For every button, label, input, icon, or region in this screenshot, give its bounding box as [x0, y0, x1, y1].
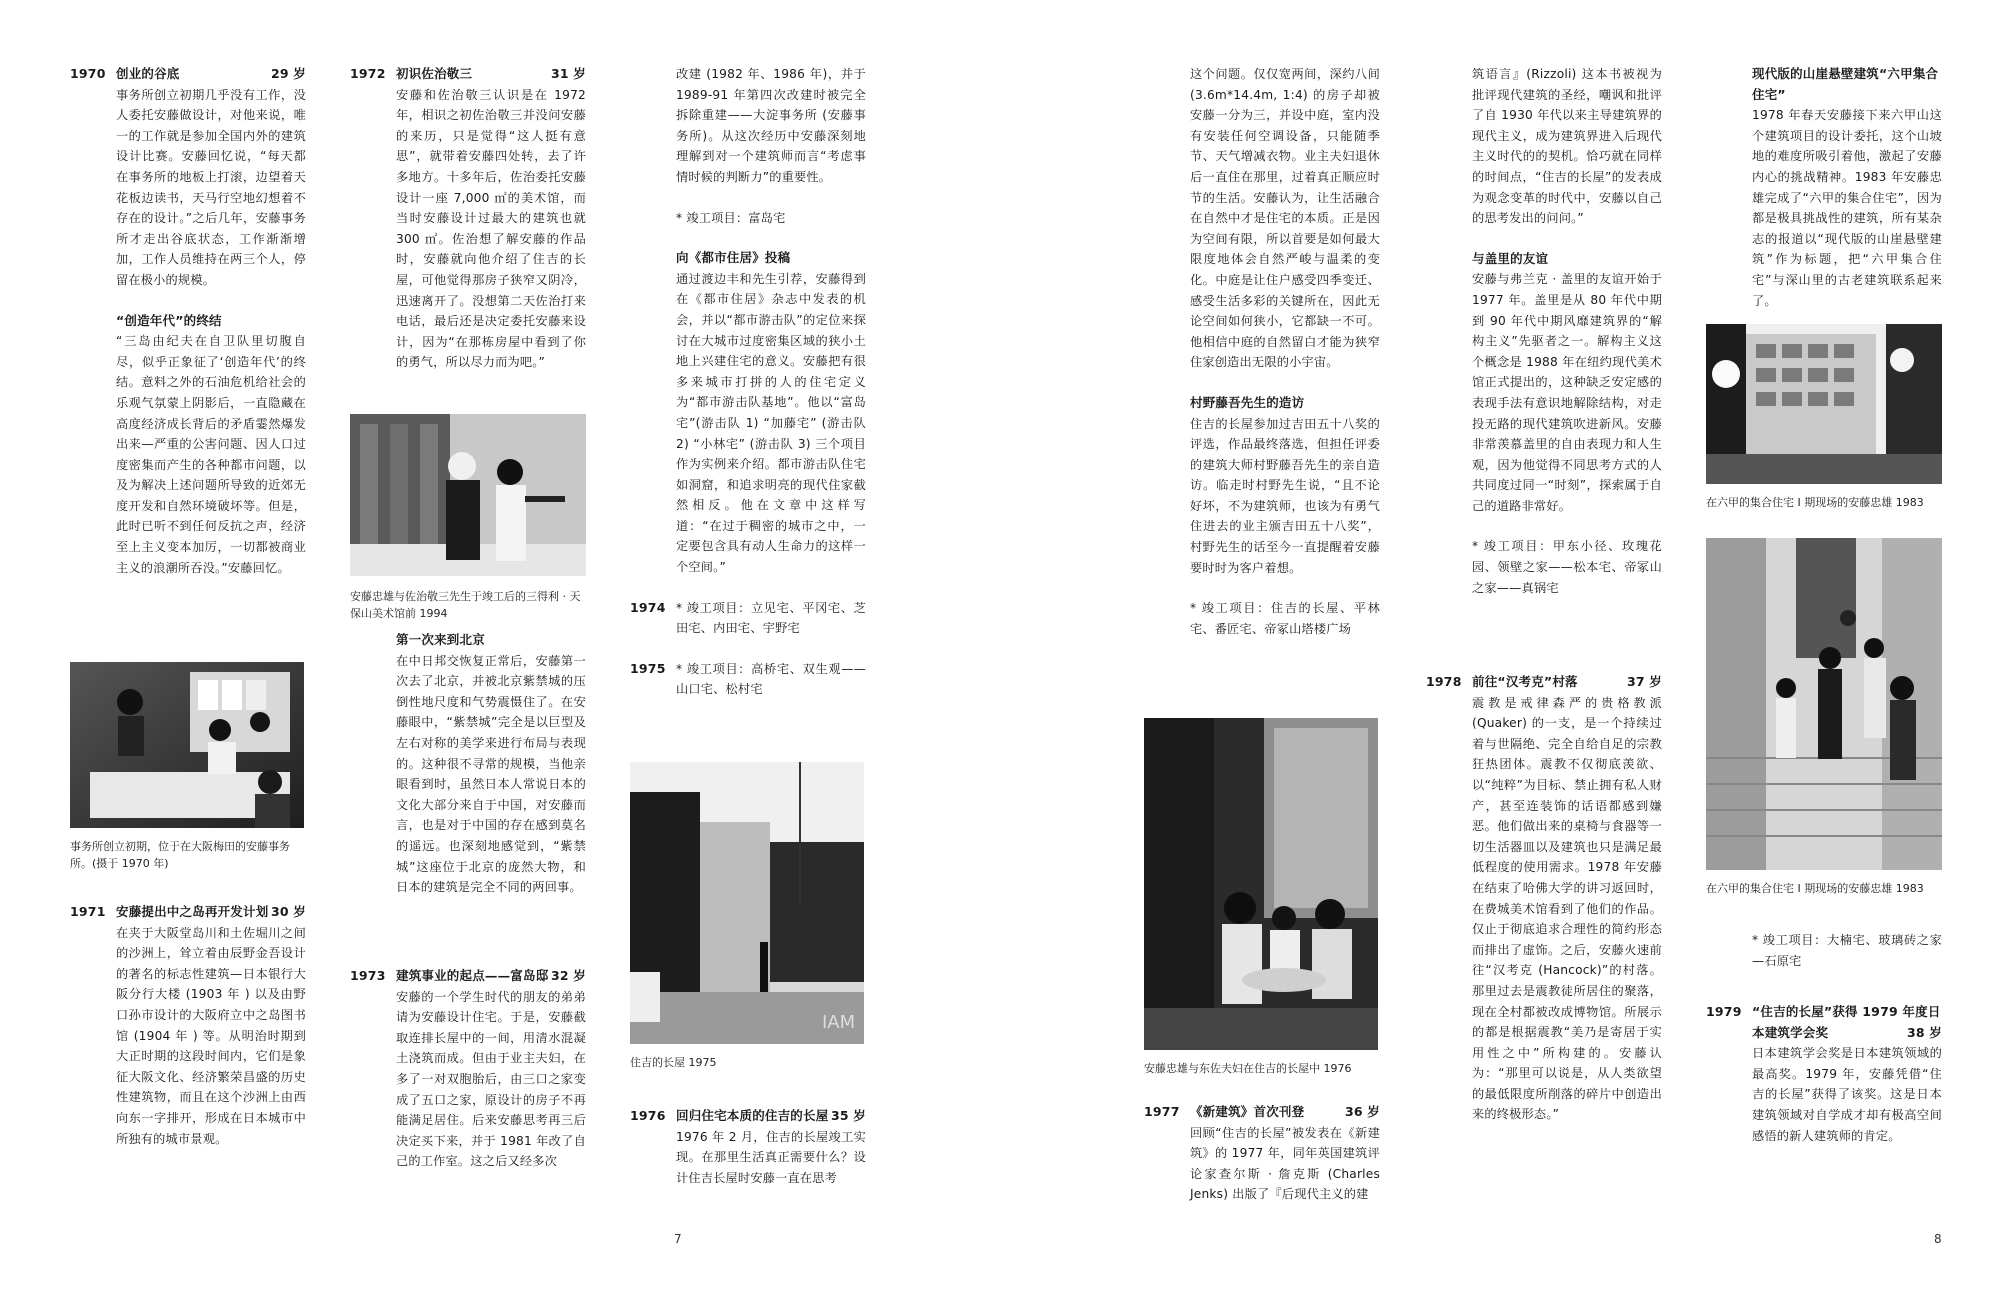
- caption-rokko-site-2: 在六甲的集合住宅 I 期现场的安藤忠雄 1983: [1706, 882, 1924, 895]
- entry-1975: [630, 659, 866, 700]
- section-body-murano: 住吉的长屋参加过吉田五十八奖的评选，作品最终落选，但担任评委的建筑大师村野藤吾先生的亲自造访。临走时村野先生说，“且不论好坏，不为建筑师，也该为有勇气住进去的业主颁吉田五十八奖”，村野先生的话至今一直提醒着安藤要时时为客户着想。: [1190, 416, 1380, 575]
- completed-projects-1977: * 竣工项目：甲东小径、玫瑰花园、领壁之家——松本宅、帝冢山之家——真锅宅: [1472, 539, 1662, 595]
- entry-title: 建筑事业的起点——富岛邸: [396, 968, 549, 983]
- completed-projects-1978: * 竣工项目：大楠宅、玻璃砖之家—石原宅: [1752, 933, 1942, 968]
- photo-ando-saji: [350, 414, 586, 576]
- entry-title: “住吉的长屋”获得 1979 年度日本建筑学会奖: [1752, 1004, 1941, 1040]
- entry-1970-header: [70, 64, 306, 85]
- entry-title: 《新建筑》首次刊登: [1190, 1104, 1305, 1119]
- p7-column-2-beijing: [396, 630, 586, 898]
- p8-column-3-1979: [1706, 1002, 1942, 1146]
- completed-projects-1974: * 竣工项目：立见宅、平冈宅、芝田宅、内田宅、宇野宅: [676, 600, 866, 636]
- year-label: 1971: [70, 904, 106, 919]
- year-label: 1972: [350, 66, 386, 81]
- photo-rokko-site-1: [1706, 324, 1942, 484]
- photo-row-house: [630, 762, 864, 1044]
- completed-projects-1975: * 竣工项目：高桥宅、双生观——山口宅、松村宅: [676, 661, 866, 697]
- entry-1970-body: 事务所创立初期几乎没有工作，没人委托安藤做设计，对他来说，唯一的工作就是参加全国内外的建筑设计比赛。安藤回忆说，“每天都在事务所的地板上打滚，边望着天花板边读书，天马行空地幻想着不存在的设计。”之后几年，安藤事务所才走出谷底状态，工作渐渐增加，工作人员维持在两三个人，停留在极小的规模。: [116, 87, 306, 287]
- entry-1977-body-continued: 筑语言』(Rizzoli) 这本书被视为批评现代建筑的圣经，嘲讽和批评了自 1930 年代以来主导建筑界的现代主义，成为建筑界进入后现代主义时代的的契机。恰巧就在同样的时间点，“住吉的长屋”的发表成为观念变革的时代中，安藤以自己的思考发出的问问。”: [1472, 67, 1662, 226]
- p8-column-2: [1472, 64, 1662, 598]
- entry-1976-header: [630, 1106, 866, 1127]
- year-label: 1973: [350, 968, 386, 983]
- entry-1977-body: 回顾“住吉的长屋”被发表在《新建筑》的 1977 年，同年英国建筑评论家查尔斯 · 詹克斯 (Charles Jenks) 出版了『后现代主义的建: [1190, 1125, 1380, 1202]
- caption-azuma-couple: 安藤忠雄与东佐夫妇在住吉的长屋中 1976: [1144, 1062, 1352, 1075]
- entry-title: 回归住宅本质的住吉的长屋: [676, 1108, 829, 1123]
- age-label: 31 岁: [550, 66, 586, 81]
- section-body-toshi-jukyo: 通过渡边丰和先生引荐，安藤得到在《都市住居》杂志中发表的机会，并以“都市游击队”的定位来探讨在大城市过度密集区域的狭小土地上兴建住宅的意义。安藤把有很多来城市打拼的人的住宅定义为“都市游击队基地”。他以“富岛宅”(游击队 1) “加藤宅” (游击队 2) “小林宅” (游击队 3) 三个项目作为实例来介绍。都市游击队住宅如洞窟，和追求明亮的现代住家截然相反。他在文章中这样写道：“在过于稠密的城市之中，一定要包含具有动人生命力的这样一个空间。”: [676, 271, 866, 575]
- entry-1976-body: 1976 年 2 月，住吉的长屋竣工实现。在那里生活真正需要什么？设计住吉长屋时安藤一直在思考: [676, 1129, 866, 1185]
- year-label: 1975: [630, 660, 666, 676]
- p8-column-1: [1190, 64, 1380, 639]
- entry-1971-header: [70, 902, 306, 923]
- section-heading-murano: 村野藤吾先生的造访: [1190, 394, 1305, 410]
- entry-1978-header: [1426, 672, 1662, 693]
- caption-early-office: 事务所创立初期，位于在大阪梅田的安藤事务所。(摄于 1970 年): [70, 840, 290, 870]
- section-heading-era-end: “创造年代”的终结: [116, 312, 222, 328]
- age-label: 37 岁: [1626, 674, 1662, 689]
- age-label: 35 岁: [830, 1108, 866, 1123]
- entry-title: 安藤提出中之岛再开发计划: [116, 904, 269, 919]
- age-label: 30 岁: [270, 904, 306, 919]
- entry-1976-body-continued: 这个问题。仅仅宽两间，深约八间 (3.6m*14.4m, 1:4) 的房子却被安藤一分为三，并设中庭，室内没有安装任何空调设备，只能随季节、天气增减衣物。业主夫妇退休后一直住在那里，过着真正顺应时节的生活。安藤认为，让生活融合在自然中才是住宅的本质。正是因为空间有限，所以首要是如何最大限度地体会自然严峻与温柔的变化。中庭是让住户感受四季变迁、感受生活多彩的关键所在，因此无论空间如何狭小，它都缺一不可。他相信中庭的自然留白才能为狭窄住家创造出无限的小宇宙。: [1190, 67, 1380, 370]
- section-heading-beijing: 第一次来到北京: [396, 632, 485, 647]
- entry-1972-header: [350, 64, 586, 85]
- year-label: 1970: [70, 66, 106, 81]
- caption-rokko-site-1: 在六甲的集合住宅 I 期现场的安藤忠雄 1983: [1706, 496, 1924, 509]
- entry-1978-body: 震教是戒律森严的贵格教派 (Quaker) 的一支，是一个持续过着与世隔绝、完全自给自足的宗教狂热团体。震教不仅彻底羡欲、以“纯粹”为目标、禁止拥有私人财产，甚至连装饰的话语都感到嫌恶。他们做出来的桌椅与食器等一切生活器皿以及建筑也只是满足最低程度的使用需求。1978 年安藤在结束了哈佛大学的讲习返回时，在费城美术馆看到了他们的作品。仅止于彻底追求合理性的简约形态而排出了虚饰。之后，安藤火速前往“汉考克 (Hancock)”的村落。那里过去是震教徒所居住的聚落，现在全村都被改成博物馆。所展示的都是根据震教“美乃是寄居于实用性之中”所构建的。安藤认为：“那里可以说是，从人类欲望的最低限度所削落的碎片中创造出来的终极形态。”: [1472, 695, 1662, 1122]
- entry-1977-header: [1144, 1102, 1380, 1123]
- page-8: [1000, 0, 2000, 1307]
- entry-1972-body: 安藤和佐治敬三认识是在 1972 年，相识之初佐治敬三并没问安藤的来历，只是觉得“这人挺有意思”，就带着安藤四处转，去了许多地方。十多年后，佐治委托安藤设计一座 7,000 ㎡的美术馆，而当时安藤设计过最大的建筑也就 300 ㎡。佐治想了解安藤的作品时，安藤就向他介绍了住吉的长屋，可他觉得那房子狭窄又阴冷，迅速离开了。没想第二天佐治打来电话，最后还是决定委托安藤来设计，因为“在那栋房屋中看到了你的勇气，所以尽力而为吧。”: [396, 87, 586, 370]
- year-label: 1976: [630, 1108, 666, 1123]
- entry-1973-body: 安藤的一个学生时代的朋友的弟弟请为安藤设计住宅。于是，安藤截取连排长屋中的一间，用清水混凝土浇筑而成。但由于业主夫妇，在多了一对双胞胎后，由三口之家变成了五口之家，原设计的房子不再能满足居住。后来安藤思考再三后决定买下来，并于 1981 年改了自己的工作室。这之后又经多次: [396, 989, 586, 1169]
- entry-1971-body: 在夹于大阪堂岛川和土佐堀川之间的沙洲上，耸立着由辰野金吾设计的著名的标志性建筑—日本银行大阪分行大楼 (1903 年 ) 以及由野口孙市设计的大阪府立中之岛图书馆 (1904 年 ) 等。从明治时期到大正时期的这段时间内，它们是象征大阪文化、经济繁荣昌盛的历史性建筑物，而且在这个沙洲上由西向东一字排开，形成在日本城市中所独有的城市景观。: [116, 925, 306, 1146]
- entry-1973-body-continued: 改建 (1982 年、1986 年)，并于 1989-91 年第四次改建时被完全拆除重建——大淀事务所 (安藤事务所)。从这次经历中安藤深刻地理解到对一个建筑师而言“考虑事情时候的判断力”的重要性。: [676, 67, 866, 184]
- section-heading-gehry: 与盖里的友谊: [1472, 250, 1549, 266]
- age-label: 36 岁: [1344, 1104, 1380, 1119]
- year-label: 1974: [630, 599, 666, 615]
- entry-1973-header: [350, 966, 586, 987]
- section-body-rokko: 1978 年春天安藤接下来六甲山这个建筑项目的设计委托，这个山坡地的难度所吸引着他，激起了安藤内心的挑战精神。1983 年安藤忠雄完成了“六甲的集合住宅”，因为都是极具挑战性的建筑，所有某杂志的报道以“现代版的山崖悬壁建筑”作为标题，把“六甲集合住宅”与深山里的古老建筑联系起来了。: [1752, 108, 1942, 308]
- p7-column-3-lower: [630, 1106, 866, 1188]
- section-heading-rokko: 现代版的山崖悬壁建筑“六甲集合住宅”: [1752, 66, 1939, 102]
- section-body-era-end: “三岛由纪夫在自卫队里切腹自尽，似乎正象征了‘创造年代’的终结。意料之外的石油危机给社会的乐观气氛蒙上阴影后，一直隐藏在高度经济成长背后的矛盾霎然爆发出来—严重的公害问题、因人口过度密集而产生的各种都市问题，以及为解决上述问题所导致的近郊无度开发和自然环境破坏等。但是，此时已听不到任何反抗之声，经济至上主义变本加厉，一切都被商业主义的浪潮所吞没。”安藤回忆。: [116, 334, 306, 575]
- section-heading-toshi-jukyo: 向《都市住居》投稿: [676, 250, 791, 266]
- page-number-left: 7: [674, 1232, 682, 1246]
- completed-projects-1973: * 竣工项目：富岛宅: [676, 210, 786, 225]
- caption-row-house: 住吉的长屋 1975: [630, 1056, 717, 1069]
- photo-rokko-site-2: [1706, 538, 1942, 870]
- entry-1974: [630, 598, 866, 639]
- entry-title: 创业的谷底: [116, 66, 180, 81]
- page-number-right: 8: [1934, 1232, 1942, 1246]
- p7-column-1: [70, 64, 306, 578]
- p8-column-3: [1752, 64, 1942, 311]
- entry-1979-body: 日本建筑学会奖是日本建筑领域的最高奖。1979 年，安藤凭借“住吉的长屋”获得了该奖。这是日本建筑领域对自学成才却有极高空间感悟的新人建筑师的肯定。: [1752, 1046, 1942, 1143]
- entry-1979-header: [1706, 1002, 1942, 1043]
- p7-column-2-lower: [350, 966, 586, 1172]
- p8-column-1-lower: [1144, 1102, 1380, 1205]
- year-label: 1979: [1706, 1004, 1742, 1019]
- p7-column-1-lower: [70, 902, 306, 1149]
- entry-title: 初识佐治敬三: [396, 66, 473, 81]
- p7-column-2: [350, 64, 586, 373]
- p8-column-2-lower: [1426, 672, 1662, 1125]
- age-label: 29 岁: [270, 66, 306, 81]
- svg-text:IAM: IAM: [822, 1012, 856, 1033]
- year-label: 1978: [1426, 674, 1462, 689]
- photo-early-office: [70, 662, 304, 828]
- age-label: 32 岁: [550, 968, 586, 983]
- age-label: 38 岁: [1906, 1024, 1942, 1040]
- caption-ando-saji: 安藤忠雄与佐治敬三先生于竣工后的三得利 · 天保山美术馆前 1994: [350, 590, 581, 620]
- p8-column-3-lower: [1752, 930, 1942, 971]
- year-label: 1977: [1144, 1104, 1180, 1119]
- section-body-beijing: 在中日邦交恢复正常后，安藤第一次去了北京，并被北京紫禁城的压倒性地尺度和气势震慑住了。在安藤眼中，“紫禁城”完全是以巨型及左右对称的美学来进行布局与表现的。这种很不寻常的规模，当他亲眼看到时，虽然日本人常说日本的文化大部分来自于中国，对安藤而言，也是对于中国的存在感到莫名的遥远。也深刻地感觉到，“紫禁城”这座位于北京的庞然大物，和日本的建筑是完全不同的两回事。: [396, 653, 586, 895]
- photo-azuma-couple: [1144, 718, 1378, 1050]
- section-body-gehry: 安藤与弗兰克 · 盖里的友谊开始于 1977 年。盖里是从 80 年代中期到 90 年代中期风靡建筑界的“解构主义”先驱者之一。解构主义这个概念是 1988 年在纽约现代美术馆正式提出的，这种缺乏安定感的表现手法有意识地解除结构，对走投无路的现代建筑吹进新风。安藤非常羡慕盖里的自由表现力和人生观，因为他觉得不同思考方式的人共同度过同一“时刻”，探索属于自己的道路非常好。: [1472, 272, 1662, 513]
- p7-column-3: [630, 64, 866, 700]
- completed-projects-1976: * 竣工项目：住吉的长屋、平林宅、番匠宅、帝冢山塔楼广场: [1190, 601, 1380, 636]
- entry-title: 前往“汉考克”村落: [1472, 674, 1578, 689]
